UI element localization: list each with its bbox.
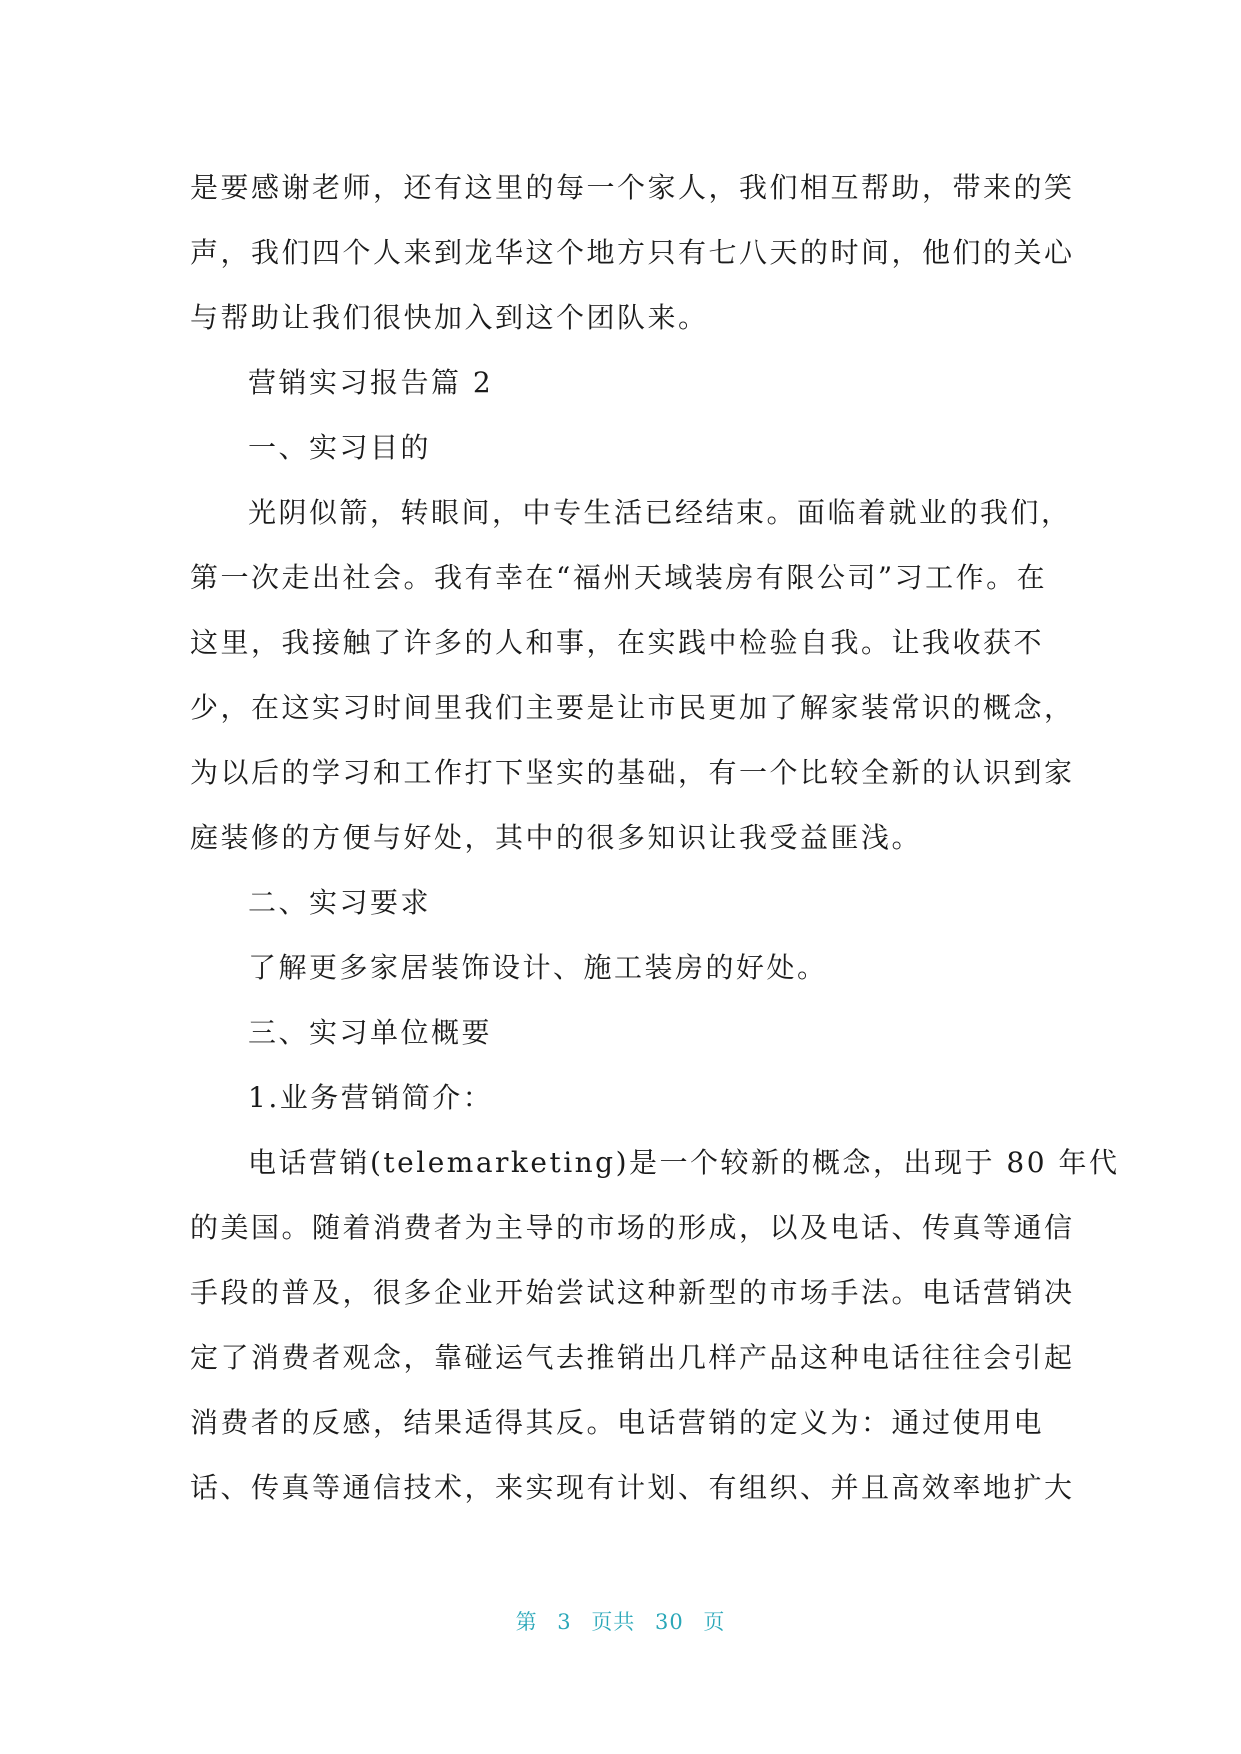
- text-line: 1.业务营销简介：: [248, 1081, 494, 1114]
- footer-middle: 页共: [591, 1610, 636, 1634]
- text-line: 营销实习报告篇 2: [248, 366, 494, 399]
- footer-prefix: 第: [515, 1610, 538, 1634]
- page-footer: [0, 1606, 1241, 1636]
- text-line: 第一次走出社会。我有幸在“福州天域装房有限公司”习工作。在: [190, 561, 1048, 594]
- text-line: 电话营销(telemarketing)是一个较新的概念，出现于 80 年代: [248, 1146, 1120, 1179]
- footer-total-pages: 30: [655, 1610, 684, 1634]
- text-line: 这里，我接触了许多的人和事，在实践中检验自我。让我收获不: [190, 626, 1045, 659]
- text-line: 少，在这实习时间里我们主要是让市民更加了解家装常识的概念，: [190, 691, 1075, 724]
- text-line: 声，我们四个人来到龙华这个地方只有七八天的时间，他们的关心: [190, 236, 1075, 269]
- text-line: 是要感谢老师，还有这里的每一个家人，我们相互帮助，带来的笑: [190, 171, 1075, 204]
- footer-current-page: 3: [557, 1610, 572, 1634]
- text-line: 三、实习单位概要: [248, 1016, 493, 1049]
- text-line: 二、实习要求: [248, 886, 432, 919]
- text-line: 定了消费者观念，靠碰运气去推销出几样产品这种电话往往会引起: [190, 1341, 1075, 1374]
- text-line: 光阴似箭，转眼间，中专生活已经结束。面临着就业的我们，: [248, 496, 1072, 529]
- text-line: 一、实习目的: [248, 431, 432, 464]
- text-line: 的美国。随着消费者为主导的市场的形成，以及电话、传真等通信: [190, 1211, 1075, 1244]
- text-line: 消费者的反感，结果适得其反。电话营销的定义为：通过使用电: [190, 1406, 1045, 1439]
- text-line: 与帮助让我们很快加入到这个团队来。: [190, 301, 709, 334]
- text-line: 庭装修的方便与好处，其中的很多知识让我受益匪浅。: [190, 821, 923, 854]
- footer-suffix: 页: [703, 1610, 726, 1634]
- text-line: 话、传真等通信技术，来实现有计划、有组织、并且高效率地扩大: [190, 1471, 1075, 1504]
- text-line: 了解更多家居装饰设计、施工装房的好处。: [248, 951, 828, 984]
- text-line: 为以后的学习和工作打下坚实的基础，有一个比较全新的认识到家: [190, 756, 1075, 789]
- text-line: 手段的普及，很多企业开始尝试这种新型的市场手法。电话营销决: [190, 1276, 1075, 1309]
- document-body: [190, 155, 1120, 1520]
